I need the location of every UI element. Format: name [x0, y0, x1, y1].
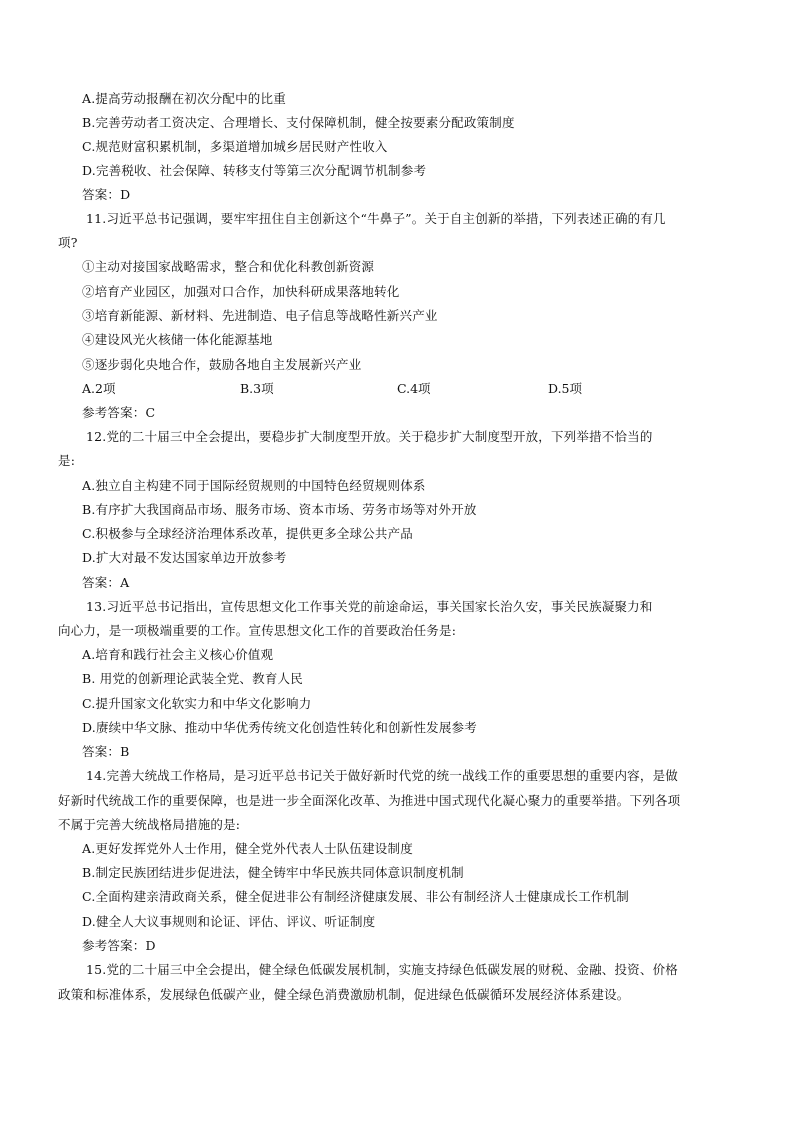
q11-choice-a: A.2项 — [82, 381, 116, 396]
q13-answer: 答案：B — [82, 744, 130, 759]
q14-stem-line3: 不属于完善大统战格局措施的是: — [58, 817, 241, 832]
q12-option-a: A.独立自主构建不同于国际经贸规则的中国特色经贸规则体系 — [82, 478, 426, 493]
q13-option-c: C.提升国家文化软实力和中华文化影响力 — [82, 696, 312, 711]
q11-choice-c: C.4项 — [397, 381, 431, 396]
q11-choice-b: B.3项 — [240, 381, 274, 396]
q14-option-b: B.制定民族团结进步促进法，健全铸牢中华民族共同体意识制度机制 — [82, 865, 464, 880]
q12-stem-line1: 12.党的二十届三中全会提出，要稳步扩大制度型开放。关于稳步扩大制度型开放，下列举措不恰当的 — [86, 429, 653, 444]
q13-option-d: D.赓续中华文脉、推动中华优秀传统文化创造性转化和创新性发展参考 — [82, 720, 477, 735]
q12-option-b: B.有序扩大我国商品市场、服务市场、资本市场、劳务市场等对外开放 — [82, 502, 477, 517]
q14-option-d: D.健全人大议事规则和论证、评估、评议、听证制度 — [82, 914, 376, 929]
q11-statement-2: ②培育产业园区，加强对口合作，加快科研成果落地转化 — [82, 284, 400, 299]
q15-stem-line1: 15.党的二十届三中全会提出，健全绿色低碳发展机制，实施支持绿色低碳发展的财税、金融、投资、价格 — [86, 962, 678, 977]
q14-option-c: C.全面构建亲清政商关系，健全促进非公有制经济健康发展、非公有制经济人士健康成长工作机制 — [82, 889, 629, 904]
q13-stem-line1: 13.习近平总书记指出，宣传思想文化工作事关党的前途命运，事关国家长治久安，事关民族凝聚力和 — [86, 599, 653, 614]
q15-stem-line2: 政策和标准体系，发展绿色低碳产业，健全绿色消费激励机制，促进绿色低碳循环发展经济体系建设。 — [58, 987, 630, 1002]
q13-stem-line2: 向心力，是一项极端重要的工作。宣传思想文化工作的首要政治任务是: — [58, 623, 457, 638]
q11-stem-line2: 项? — [58, 235, 78, 250]
q13-option-a: A.培育和践行社会主义核心价值观 — [82, 647, 274, 662]
q13-option-b: B. 用党的创新理论武装全党、教育人民 — [82, 671, 303, 686]
q10-option-a: A.提高劳动报酬在初次分配中的比重 — [82, 91, 286, 106]
q14-answer: 参考答案：D — [82, 938, 156, 953]
q11-choice-d: D.5项 — [548, 381, 583, 396]
q10-option-c: C.规范财富积累机制，多渠道增加城乡居民财产性收入 — [82, 139, 388, 154]
q10-answer: 答案：D — [82, 187, 131, 202]
q14-option-a: A.更好发挥党外人士作用，健全党外代表人士队伍建设制度 — [82, 841, 413, 856]
q10-option-d: D.完善税收、社会保障、转移支付等第三次分配调节机制参考 — [82, 163, 427, 178]
q11-choices — [82, 381, 682, 397]
q11-statement-1: ①主动对接国家战略需求，整合和优化科教创新资源 — [82, 259, 375, 274]
q14-stem-line1: 14.完善大统战工作格局，是习近平总书记关于做好新时代党的统一战线工作的重要思想的重要内容，是做 — [86, 768, 678, 783]
q12-answer: 答案：A — [82, 575, 130, 590]
q12-stem-line2: 是: — [58, 453, 76, 468]
q10-option-b: B.完善劳动者工资决定、合理增长、支付保障机制，健全按要素分配政策制度 — [82, 115, 515, 130]
q12-option-d: D.扩大对最不发达国家单边开放参考 — [82, 550, 287, 565]
q11-statement-3: ③培育新能源、新材料、先进制造、电子信息等战略性新兴产业 — [82, 308, 438, 323]
q11-stem-line1: 11.习近平总书记强调，要牢牢扭住自主创新这个“牛鼻子”。关于自主创新的举措，下列表述正确的有几 — [86, 211, 666, 226]
q14-stem-line2: 好新时代统战工作的重要保障，也是进一步全面深化改革、为推进中国式现代化凝心聚力的重要举措。下列各项 — [58, 793, 681, 808]
q11-answer: 参考答案：C — [82, 405, 156, 420]
q12-option-c: C.积极参与全球经济治理体系改革，提供更多全球公共产品 — [82, 526, 413, 541]
q11-statement-5: ⑤逐步弱化央地合作，鼓励各地自主发展新兴产业 — [82, 357, 362, 372]
q11-statement-4: ④建设风光火核储一体化能源基地 — [82, 332, 273, 347]
